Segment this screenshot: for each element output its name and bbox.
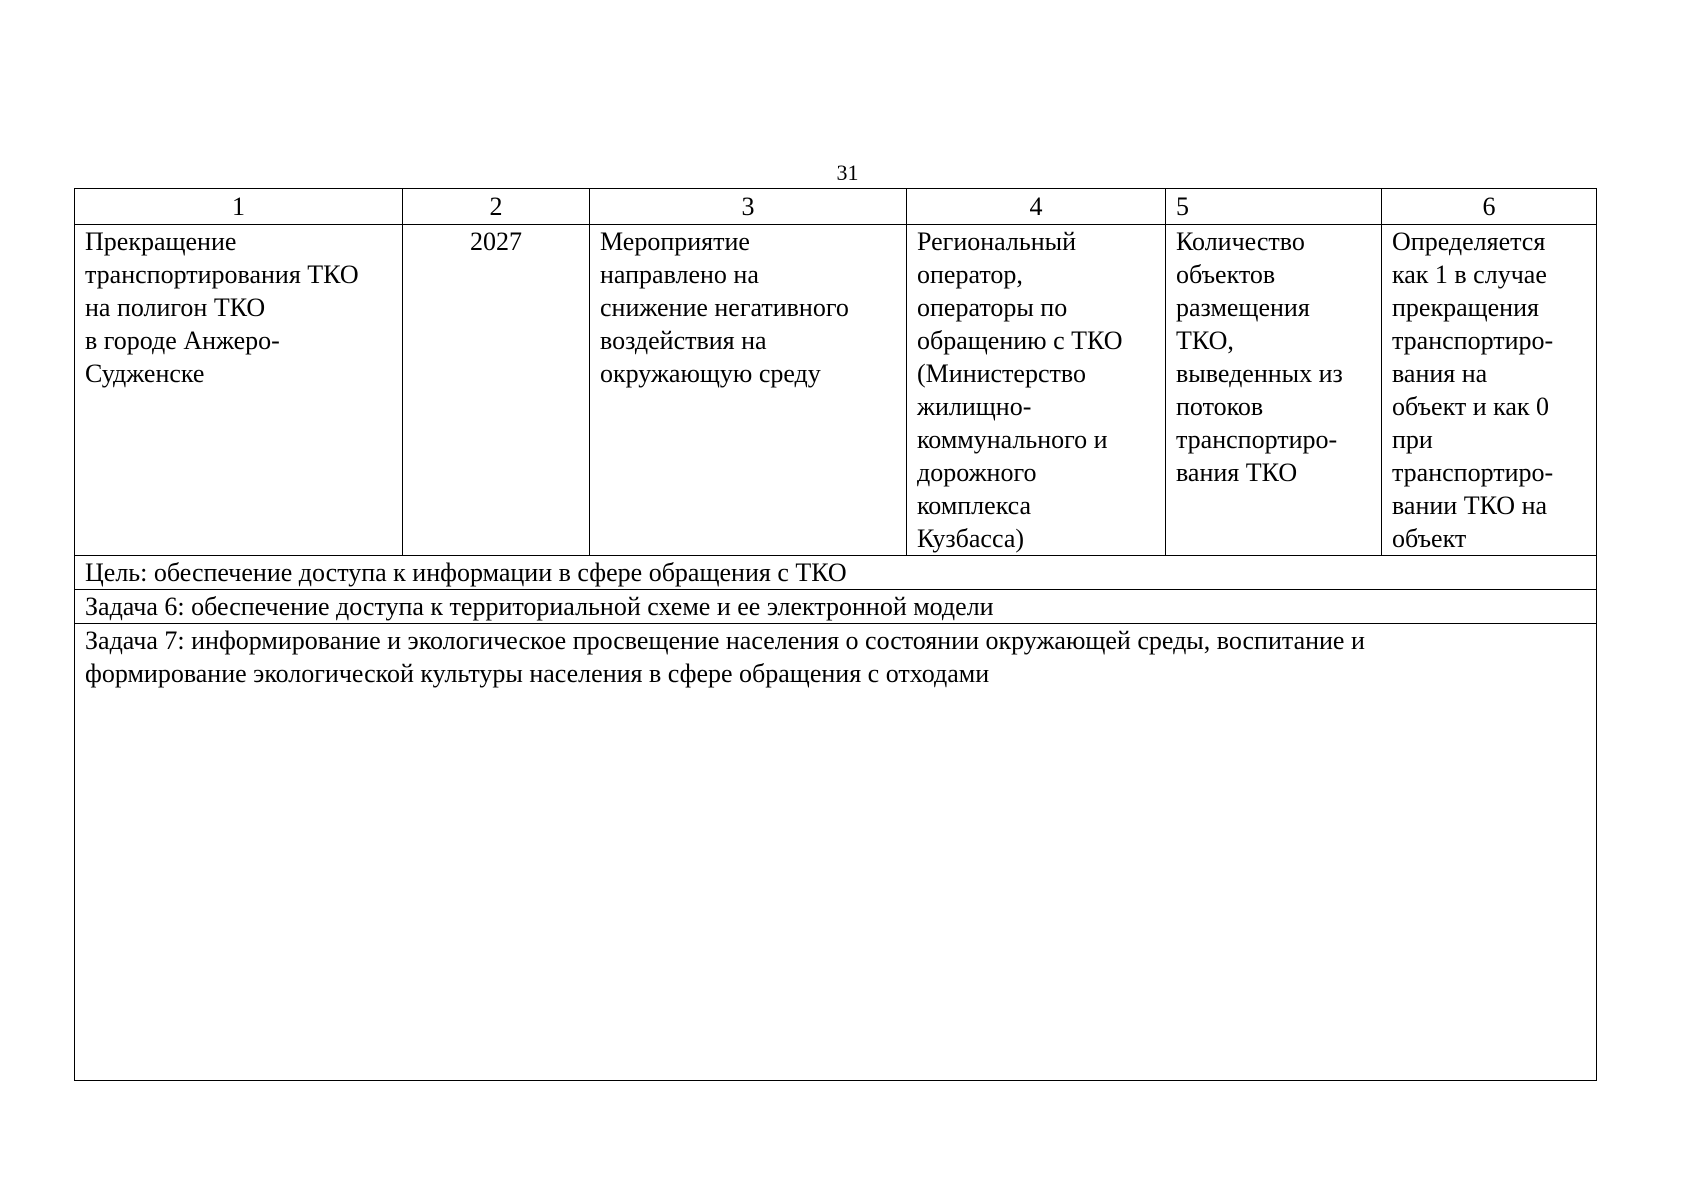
column-number-3: 3	[590, 189, 907, 225]
column-number-2: 2	[403, 189, 590, 225]
task-6-cell: Задача 6: обеспечение доступа к территориальной схеме и ее электронной модели	[75, 590, 1597, 624]
task-7-row	[75, 624, 1597, 1081]
description-cell: Мероприятие направлено на снижение негативного воздействия на окружающую среду	[590, 225, 907, 556]
column-number-5: 5	[1166, 189, 1382, 225]
responsible-cell: Региональный оператор, операторы по обращению с ТКО (Министерство жилищно- коммунального и дорожного комплекса Кузбасса)	[907, 225, 1166, 556]
goal-row	[75, 556, 1597, 590]
task-6-row	[75, 590, 1597, 624]
task-7-cell: Задача 7: информирование и экологическое просвещение населения о состоянии окружающей среды, воспитание и формирование экологической культуры населения в сфере обращения с отходами	[75, 624, 1597, 1081]
column-number-6: 6	[1382, 189, 1597, 225]
year-cell: 2027	[403, 225, 590, 556]
goal-cell: Цель: обеспечение доступа к информации в сфере обращения с ТКО	[75, 556, 1597, 590]
column-number-4: 4	[907, 189, 1166, 225]
measures-table	[74, 188, 1597, 1081]
measure-name-cell: Прекращение транспортирования ТКО на полигон ТКО в городе Анжеро- Судженске	[75, 225, 403, 556]
calculation-cell: Определяется как 1 в случае прекращения транспортиро- вания на объект и как 0 при транспортиро- вании ТКО на объект	[1382, 225, 1597, 556]
indicator-cell: Количество объектов размещения ТКО, выведенных из потоков транспортиро- вания ТКО	[1166, 225, 1382, 556]
table-header-row	[75, 189, 1597, 225]
table-row	[75, 225, 1597, 556]
column-number-1: 1	[75, 189, 403, 225]
page-number: 31	[836, 160, 859, 185]
